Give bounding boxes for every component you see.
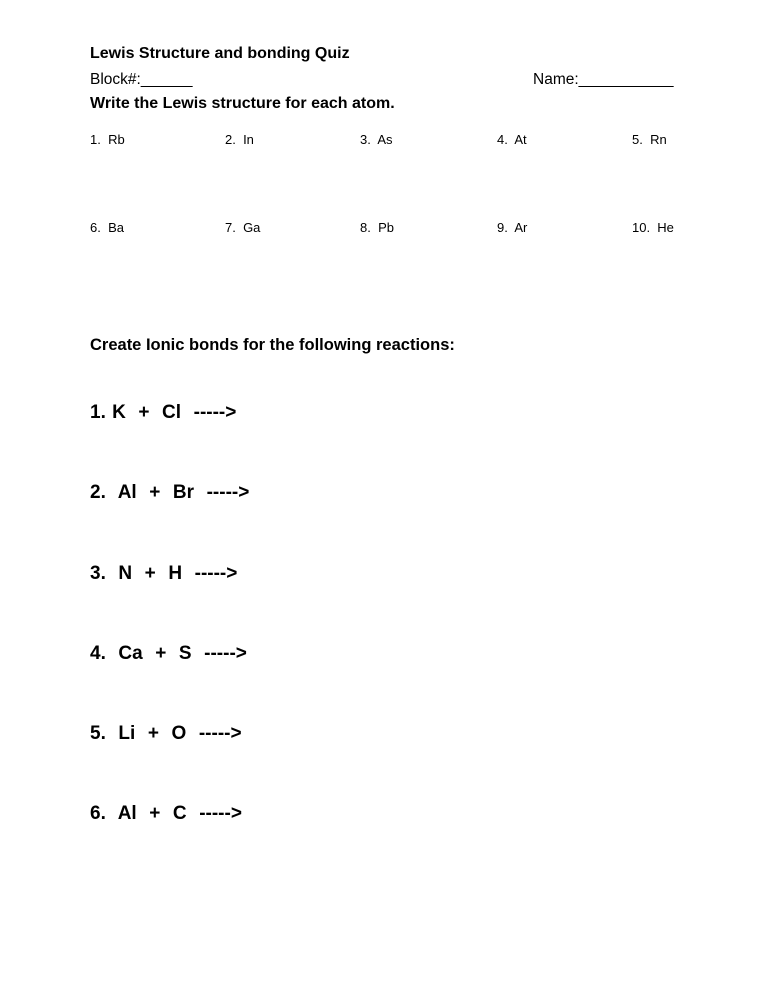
student-name-blank: Name:___________ [533, 71, 674, 88]
reaction-item: 3. N + H -----> [90, 563, 238, 584]
ionic-bonds-section-title: Create Ionic bonds for the following reactions: [90, 336, 455, 354]
atom-item: 9. Ar [497, 220, 528, 235]
atom-item: 6. Ba [90, 220, 124, 235]
atom-item: 8. Pb [360, 220, 394, 235]
atom-item: 4. At [497, 132, 527, 147]
reaction-item: 1. K + Cl -----> [90, 402, 237, 423]
atom-item: 1. Rb [90, 132, 125, 147]
atom-item: 10. He [632, 220, 674, 235]
lewis-structure-instruction: Write the Lewis structure for each atom. [90, 95, 395, 112]
reaction-item: 5. Li + O -----> [90, 723, 242, 744]
atom-item: 3. As [360, 132, 393, 147]
block-number-blank: Block#:______ [90, 71, 193, 88]
atom-item: 2. In [225, 132, 254, 147]
reaction-item: 2. Al + Br -----> [90, 482, 250, 503]
atom-item: 5. Rn [632, 132, 667, 147]
reaction-item: 6. Al + C -----> [90, 803, 242, 824]
atom-item: 7. Ga [225, 220, 261, 235]
quiz-title: Lewis Structure and bonding Quiz [90, 45, 350, 62]
reaction-item: 4. Ca + S -----> [90, 643, 247, 664]
